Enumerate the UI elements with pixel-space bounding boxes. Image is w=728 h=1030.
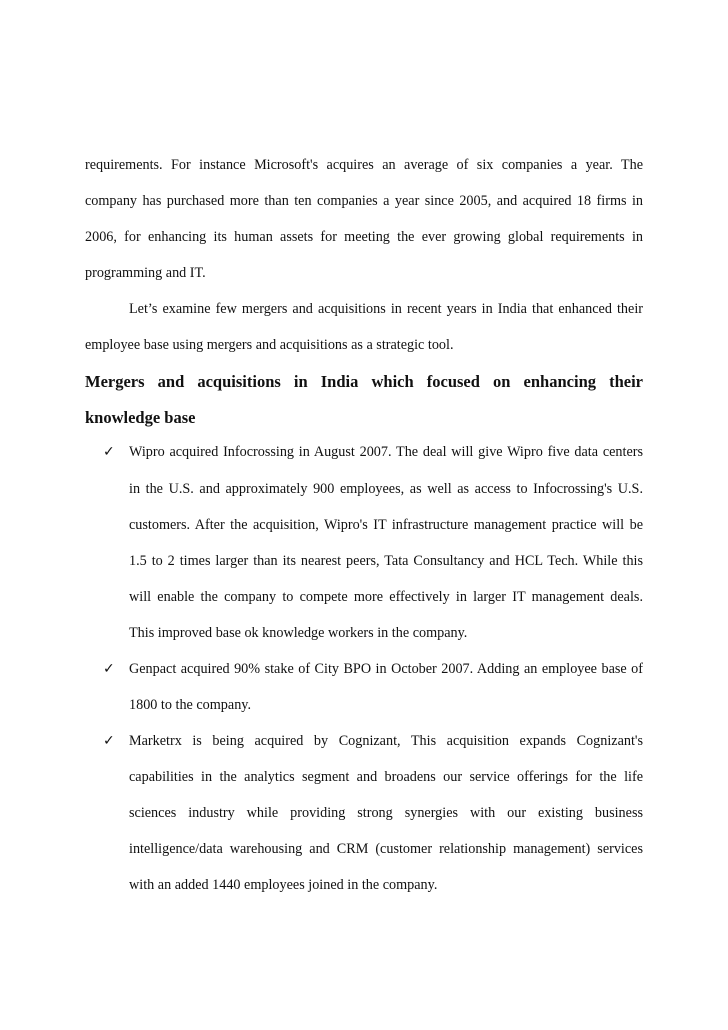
paragraph-2-line-1: Let’s examine few mergers and acquisitions in recent years in India that enhanced their (129, 301, 643, 317)
paragraph-2-line-2: employee base using mergers and acquisitions as a strategic tool. (85, 337, 454, 353)
section-heading-line-2: knowledge base (85, 408, 196, 427)
section-heading-line-1: Mergers and acquisitions in India which focused on enhancing their (85, 372, 643, 391)
bullet-3-line-2: capabilities in the analytics segment and broadens our service offerings for the life (129, 769, 643, 785)
checkmark-icon: ✓ (103, 444, 115, 460)
bullet-1-line-2: in the U.S. and approximately 900 employees, as well as access to Infocrossing's U.S. (129, 481, 643, 497)
bullet-1-line-6: This improved base ok knowledge workers in the company. (129, 625, 468, 641)
bullet-3-line-5: with an added 1440 employees joined in the company. (129, 877, 438, 893)
checkmark-icon: ✓ (103, 661, 115, 677)
paragraph-1-line-2: company has purchased more than ten companies a year since 2005, and acquired 18 firms in (85, 193, 643, 209)
bullet-1-line-1: Wipro acquired Infocrossing in August 2007. The deal will give Wipro five data centers (129, 444, 643, 460)
bullet-1-line-3: customers. After the acquisition, Wipro's IT infrastructure management practice will be (129, 517, 643, 533)
bullet-3-line-3: sciences industry while providing strong synergies with our existing business (129, 805, 643, 821)
bullet-3-line-1: Marketrx is being acquired by Cognizant, This acquisition expands Cognizant's (129, 733, 643, 749)
paragraph-1-line-3: 2006, for enhancing its human assets for meeting the ever growing global requirements in (85, 229, 643, 245)
checkmark-icon: ✓ (103, 733, 115, 749)
bullet-2-line-1: Genpact acquired 90% stake of City BPO in October 2007. Adding an employee base of (129, 661, 643, 677)
bullet-1-line-5: will enable the company to compete more effectively in larger IT management deals. (129, 589, 643, 605)
bullet-2-line-2: 1800 to the company. (129, 697, 252, 713)
paragraph-1-line-4: programming and IT. (85, 265, 206, 281)
paragraph-1-line-1: requirements. For instance Microsoft's acquires an average of six companies a year. The (85, 157, 643, 173)
bullet-1-line-4: 1.5 to 2 times larger than its nearest peers, Tata Consultancy and HCL Tech. While this (129, 553, 643, 569)
bullet-3-line-4: intelligence/data warehousing and CRM (customer relationship management) services (129, 841, 643, 857)
